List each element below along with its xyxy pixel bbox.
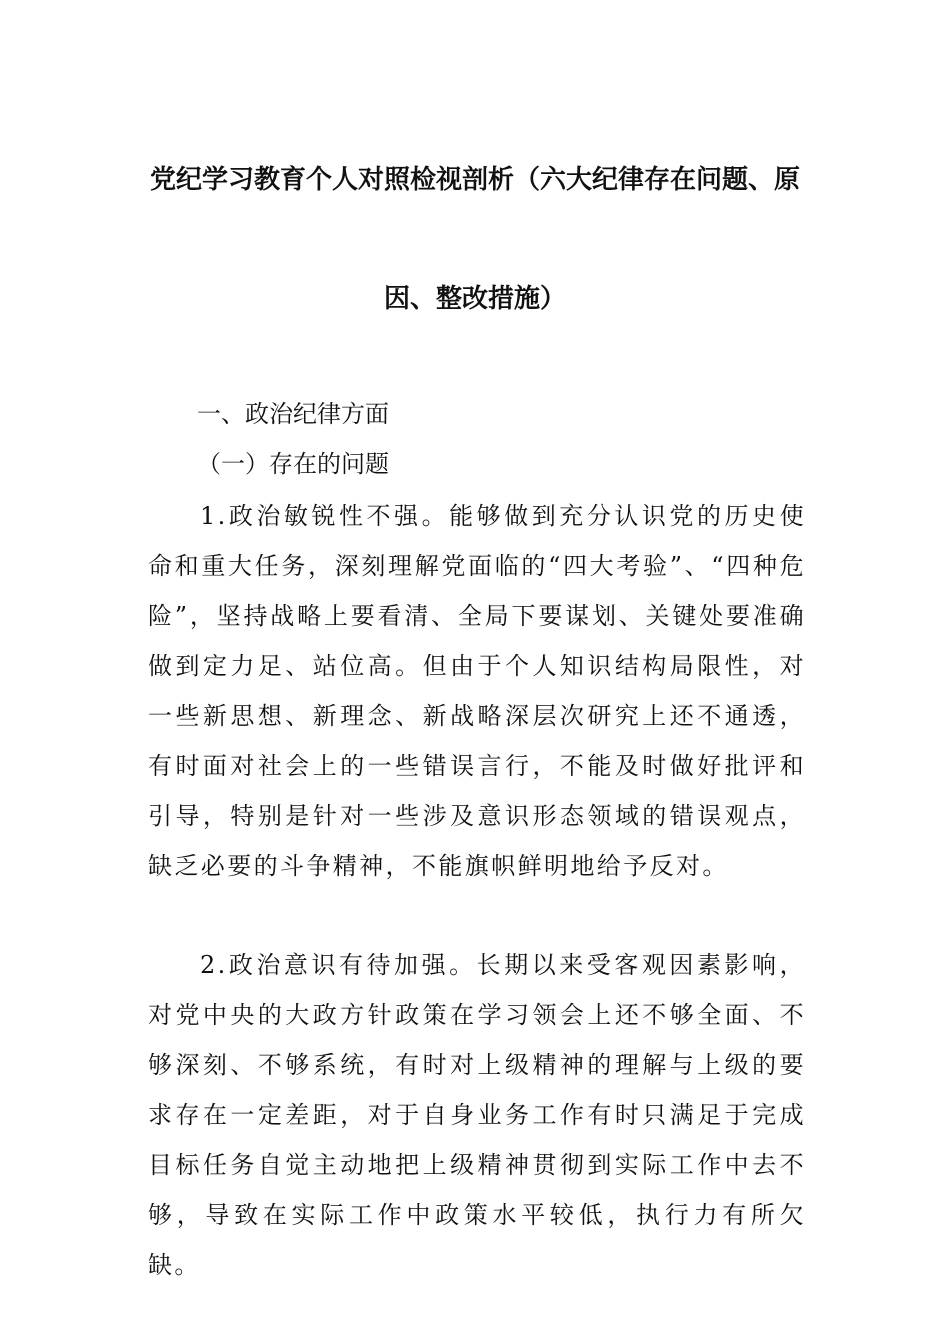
document-title-line-2: 因、整改措施）: [383, 284, 566, 314]
subsection-heading: （一）存在的问题: [197, 450, 389, 478]
section-heading: 一、政治纪律方面: [197, 400, 389, 428]
paragraph-1: 1.政治敏锐性不强。能够做到充分认识党的历史使命和重大任务，深刻理解党面临的“四大考验”、“四种危险”，坚持战略上要看清、全局下要谋划、关键处要准确做到定力足、站位高。但由于个人知识结构局限性，对一些新思想、新理念、新战略深层次研究上还不通透，有时面对社会上的一些错误言行，不能及时做好批评和引导，特别是针对一些涉及意识形态领域的错误观点，缺乏必要的斗争精神，不能旗帜鲜明地给予反对。: [148, 502, 806, 880]
document-title-line-1: 党纪学习教育个人对照检视剖析（六大纪律存在问题、原: [149, 165, 800, 195]
paragraph-2: 2.政治意识有待加强。长期以来受客观因素影响，对党中央的大政方针政策在学习领会上还不够全面、不够深刻、不够系统，有时对上级精神的理解与上级的要求存在一定差距，对于自身业务工作有时只满足于完成目标任务自觉主动地把上级精神贯彻到实际工作中去不够，导致在实际工作中政策水平较低，执行力有所欠缺。: [148, 951, 806, 1279]
